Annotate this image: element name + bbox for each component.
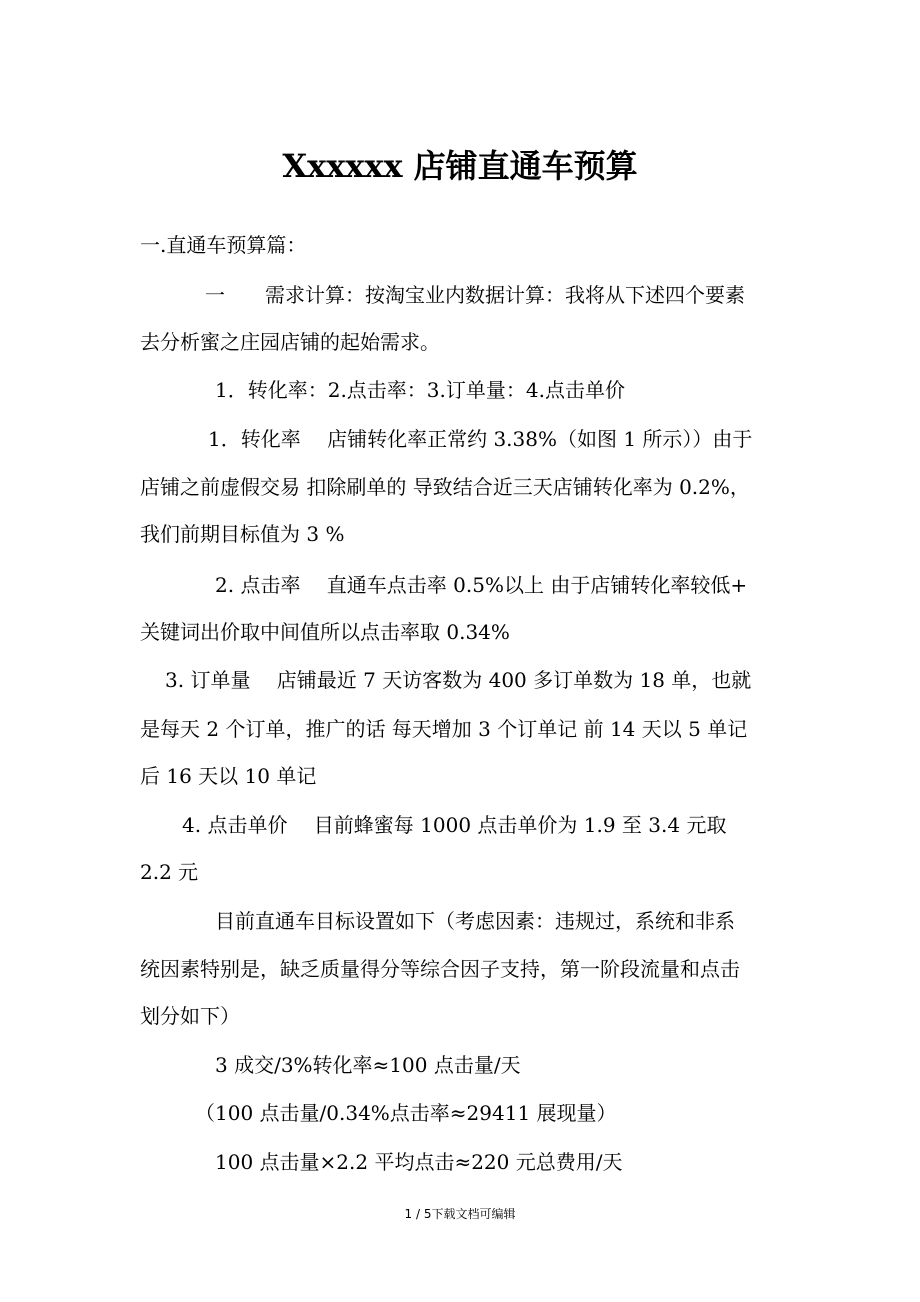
paragraph-line: 3. 订单量 店铺最近 7 天访客数为 400 多订单数为 18 单，也就 — [165, 668, 752, 692]
paragraph-line: 100 点击量×2.2 平均点击≈220 元总费用/天 — [215, 1150, 623, 1174]
paragraph-line: 3 成交/3%转化率≈100 点击量/天 — [215, 1053, 521, 1077]
document-title: Xxxxxx 店铺直通车预算 — [282, 147, 638, 185]
paragraph-line: 后 16 天以 10 单记 — [140, 764, 317, 788]
paragraph-line: 1．转化率 店铺转化率正常约 3.38%（如图 1 所示））由于 — [208, 427, 753, 451]
paragraph-line: 我们前期目标值为 3 % — [140, 522, 345, 546]
paragraph-line: 去分析蜜之庄园店铺的起始需求。 — [140, 330, 440, 354]
page-footer: 1 / 5下载文档可编辑 — [404, 1207, 516, 1221]
section-heading: 一.直通车预算篇： — [140, 233, 307, 257]
paragraph-line: 关键词出价取中间值所以点击率取 0.34% — [140, 620, 510, 644]
paragraph-line: 是每天 2 个订单，推广的话 每天增加 3 个订单记 前 14 天以 5 单记 — [140, 717, 748, 741]
paragraph-line: 目前直通车目标设置如下（考虑因素：违规过，系统和非系 — [215, 909, 735, 933]
paragraph-line: 2.2 元 — [140, 860, 199, 884]
paragraph-line: 店铺之前虚假交易 扣除刷单的 导致结合近三天店铺转化率为 0.2%， — [140, 475, 750, 499]
paragraph-line: 统因素特别是，缺乏质量得分等综合因子支持，第一阶段流量和点击 — [140, 957, 740, 981]
paragraph-line: 一 需求计算：按淘宝业内数据计算：我将从下述四个要素 — [205, 283, 745, 307]
paragraph-line: （100 点击量/0.34%点击率≈29411 展现量） — [195, 1101, 617, 1125]
paragraph-line: 划分如下） — [140, 1004, 240, 1028]
paragraph-line: 1．转化率：2.点击率：3.订单量：4.点击单价 — [215, 378, 625, 402]
paragraph-line: 4. 点击单价 目前蜂蜜每 1000 点击单价为 1.9 至 3.4 元取 — [182, 813, 727, 837]
paragraph-line: 2. 点击率 直通车点击率 0.5%以上 由于店铺转化率较低+ — [215, 573, 748, 597]
